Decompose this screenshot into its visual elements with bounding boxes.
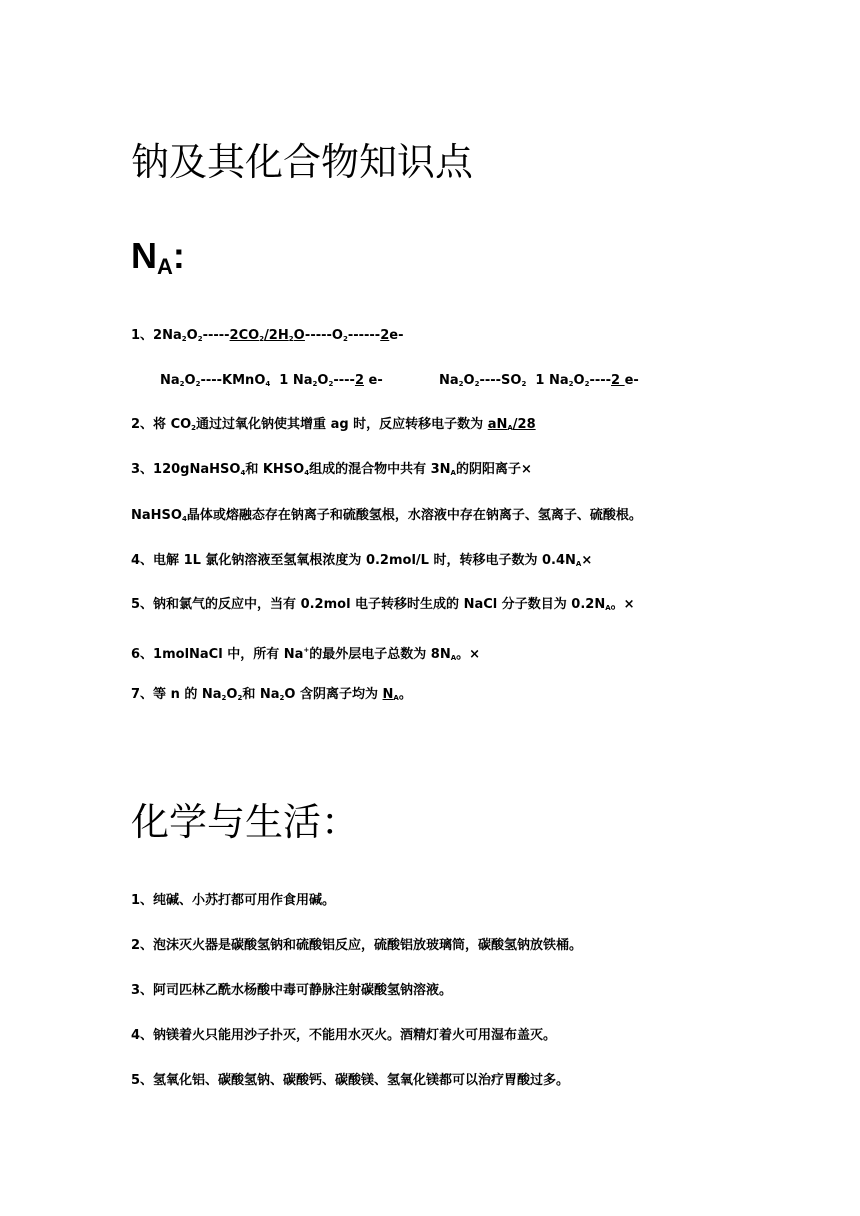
- t: 2: [584, 380, 590, 388]
- t: 6、1molNaCl 中，所有 Na: [131, 647, 304, 662]
- life-item-4: 4、钠镁着火只能用沙子扑灭，不能用水灭火。酒精灯着火可用湿布盖灭。: [131, 1028, 557, 1043]
- t: 2: [197, 335, 203, 343]
- underlined: 2: [611, 373, 625, 388]
- t: e-: [624, 373, 639, 388]
- t: 4: [304, 469, 310, 477]
- t: ------: [347, 328, 381, 343]
- t: -----: [202, 328, 230, 343]
- underlined: [383, 687, 399, 702]
- na-item-1: [131, 327, 403, 348]
- t: 。×: [610, 597, 635, 612]
- t: 2: [279, 694, 285, 702]
- na-item-6: [131, 641, 480, 667]
- t: 4: [240, 469, 246, 477]
- t: +: [303, 646, 310, 654]
- t: 2: [312, 380, 318, 388]
- underlined: [230, 328, 305, 343]
- t: O: [293, 328, 305, 343]
- na-heading-main: N: [131, 235, 157, 276]
- t: 2: [568, 380, 574, 388]
- t: 3、120gNaHSO: [131, 462, 241, 477]
- t: 2: [458, 380, 464, 388]
- t: 4: [181, 515, 187, 523]
- life-item-2: 2、泡沫灭火器是碳酸氢钠和硫酸铝反应，硫酸铝放玻璃筒，碳酸氢钠放铁桶。: [131, 938, 583, 953]
- t: Na: [160, 373, 180, 388]
- t: 2: [221, 694, 227, 702]
- na-item-1b-right: [439, 372, 639, 393]
- na-item-5: [131, 596, 635, 617]
- na-item-7: [131, 686, 412, 707]
- t: Na: [439, 373, 459, 388]
- t: 通过过氧化钠使其增重 ag 时，反应转移电子数为: [196, 417, 488, 432]
- na-heading-suffix: :: [172, 235, 185, 276]
- t: O 含阴离子均为: [284, 687, 383, 702]
- t: 4: [265, 380, 271, 388]
- t: A: [605, 604, 611, 612]
- t: A: [450, 469, 456, 477]
- t: O: [226, 687, 238, 702]
- t: ----: [589, 373, 612, 388]
- t: 2: [328, 380, 334, 388]
- t: A: [507, 424, 513, 432]
- t: 4、电解 1L 氯化钠溶液至氢氧根浓度为 0.2mol/L 时，转移电子数为 0.4N: [131, 553, 576, 568]
- t: 2: [342, 335, 348, 343]
- t: aN: [487, 417, 508, 432]
- underlined: [488, 417, 536, 432]
- t: 2: [259, 335, 265, 343]
- underlined: 2: [354, 373, 364, 388]
- t: ----SO: [479, 373, 522, 388]
- t: ----KMnO: [200, 373, 266, 388]
- t: /2H: [264, 328, 289, 343]
- t: NaHSO: [131, 508, 182, 523]
- t: /28: [512, 417, 536, 432]
- life-item-1: 1、纯碱、小苏打都可用作食用碱。: [131, 893, 336, 908]
- t: 的阴阳离子×: [455, 462, 532, 477]
- t: 2: [288, 335, 294, 343]
- t: 1 Na: [270, 373, 313, 388]
- na-item-2: [131, 416, 536, 437]
- t: 1 Na: [526, 373, 569, 388]
- t: 2CO: [229, 328, 260, 343]
- na-heading: [131, 235, 185, 279]
- t: O: [184, 373, 196, 388]
- na-heading-sub: A: [157, 254, 173, 279]
- t: e-: [363, 373, 383, 388]
- t: 7、等 n 的 Na: [131, 687, 222, 702]
- life-heading: 化学与生活：: [131, 800, 360, 844]
- na-item-3: [131, 461, 532, 482]
- t: 组成的混合物中共有 3N: [309, 462, 451, 477]
- t: 2: [181, 335, 187, 343]
- t: 5、钠和氯气的反应中，当有 0.2mol 电子转移时生成的 NaCl 分子数目为 0.2N: [131, 597, 606, 612]
- t: 1、2Na: [131, 328, 182, 343]
- underlined: 2: [380, 328, 390, 343]
- t: 。×: [456, 647, 481, 662]
- life-item-3: 3、阿司匹林乙酰水杨酸中毒可静脉注射碳酸氢钠溶液。: [131, 983, 453, 998]
- t: O: [573, 373, 585, 388]
- t: 2: [521, 380, 527, 388]
- life-item-5: 5、氢氧化铝、碳酸氢钠、碳酸钙、碳酸镁、氢氧化镁都可以治疗胃酸过多。: [131, 1073, 570, 1088]
- t: 2: [237, 694, 243, 702]
- t: 和 Na: [242, 687, 280, 702]
- t: 的最外层电子总数为 8N: [309, 647, 451, 662]
- t: ×: [581, 553, 593, 568]
- page-title: 钠及其化合物知识点: [131, 140, 474, 184]
- t: 2: [191, 424, 197, 432]
- t: O: [186, 328, 198, 343]
- na-item-4: [131, 552, 592, 573]
- t: 2: [179, 380, 185, 388]
- t: 2、将 CO: [131, 417, 192, 432]
- t: ----: [333, 373, 355, 388]
- na-item-3b: [131, 507, 642, 528]
- t: 2: [195, 380, 201, 388]
- t: 2: [474, 380, 480, 388]
- t: N: [382, 687, 394, 702]
- t: A: [575, 560, 582, 568]
- t: e-: [389, 328, 404, 343]
- t: 和 KHSO: [245, 462, 305, 477]
- na-item-1b-left: [160, 372, 383, 393]
- t: O: [317, 373, 329, 388]
- t: A: [450, 654, 457, 662]
- t: 晶体或熔融态存在钠离子和硫酸氢根，水溶液中存在钠离子、氢离子、硫酸根。: [186, 508, 642, 523]
- t: A: [393, 694, 399, 702]
- t: 。: [398, 687, 412, 702]
- t: O: [463, 373, 475, 388]
- t: -----O: [304, 328, 343, 343]
